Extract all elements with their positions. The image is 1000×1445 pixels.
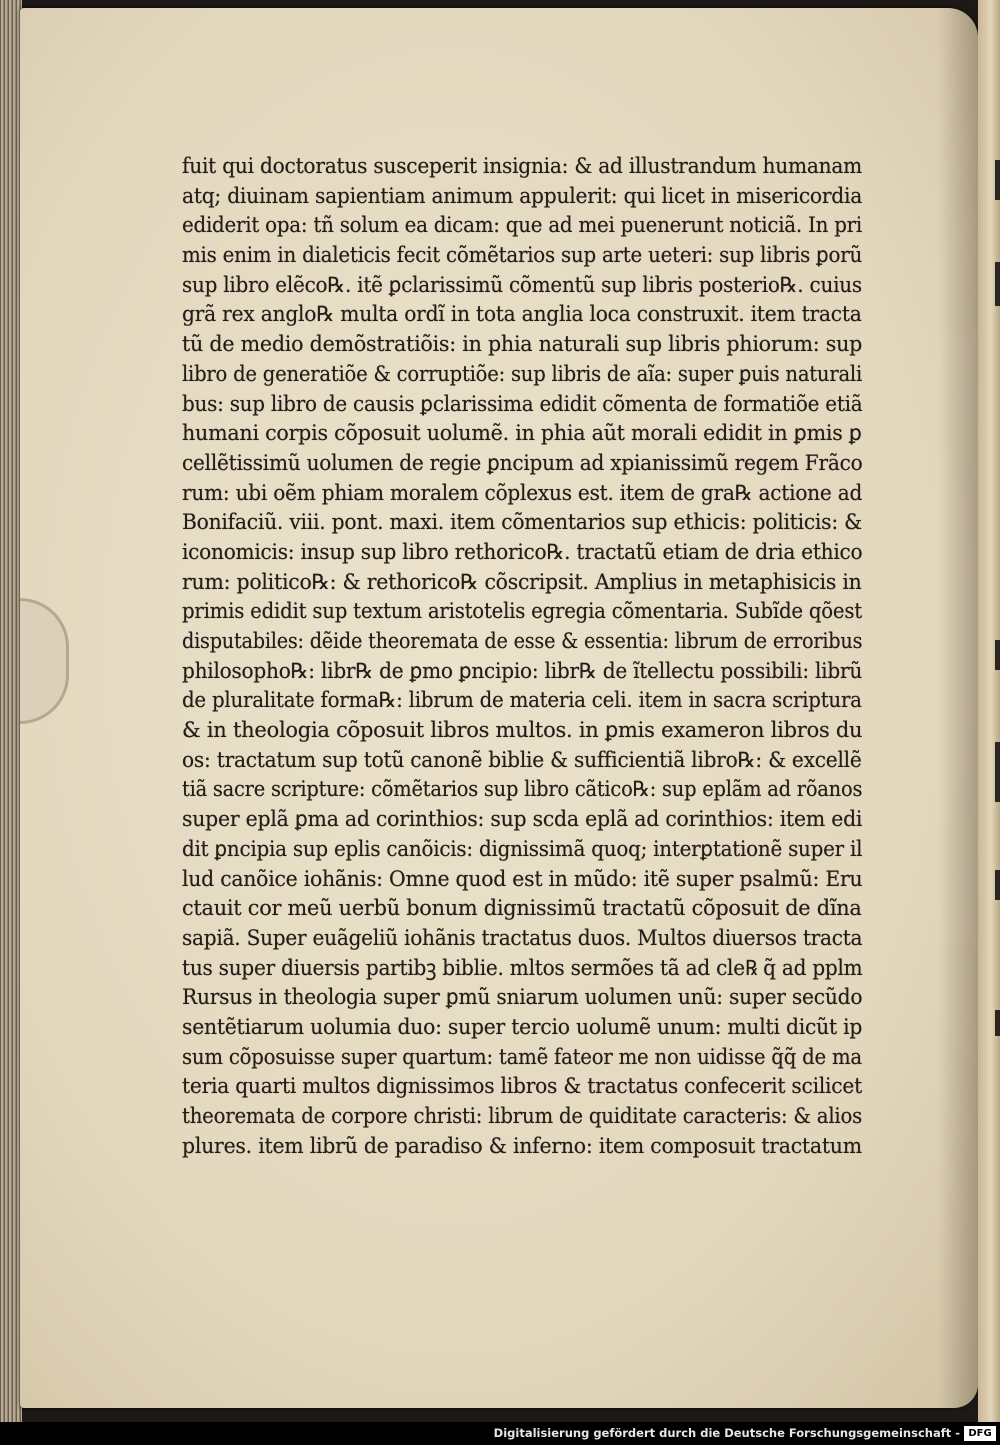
text-column — [182, 151, 862, 1160]
facing-page-edge — [978, 0, 1000, 1422]
facing-page-mark — [995, 640, 1000, 670]
text-line: mis enim in dialeticis fecit cõmẽtarios sup arte ueteri: sup libris ꝑorũ — [182, 242, 862, 268]
text-line: sup libro elẽco℞. itẽ ꝑclarissimũ cõmentũ sup libris posterio℞. cuius — [182, 271, 862, 297]
text-line: sapiã. Super euãgeliũ iohãnis tractatus duos. Multos diuersos tracta — [182, 924, 863, 950]
book-page-edges — [0, 0, 22, 1422]
text-line: tus super diuersis partibꝫ biblie. mltos sermões tã ad cle℞ q̃ ad pplm — [182, 954, 863, 980]
facing-page-mark — [995, 870, 1000, 900]
facing-page-mark — [995, 160, 1000, 200]
text-line: libro de generatiõe & corruptiõe: sup libris de aĩa: super ꝑuis naturali — [182, 360, 862, 386]
facing-page-mark — [995, 1010, 1000, 1036]
page-clip-mark — [20, 598, 69, 724]
text-line: sum cõposuisse super quartum: tamẽ fateor me non uidisse q̃q̃ de ma — [182, 1043, 862, 1069]
text-line: Rursus in theologia super ꝑmũ sniarum uolumen unũ: super secũdo — [182, 984, 863, 1010]
text-line: & in theologia cõposuit libros multos. in ꝑmis exameron libros du — [182, 717, 863, 743]
text-line: atq; diuinam sapientiam animum appulerit: qui licet in misericordia — [182, 182, 863, 208]
text-line: iconomicis: insup sup libro rethorico℞. tractatũ etiam de dria ethico — [182, 538, 863, 564]
text-line: rum: politico℞: & rethorico℞ cõscripsit. Amplius in metaphisicis in — [182, 568, 862, 594]
text-line: grã rex anglo℞ multa ordĩ in tota anglia loca construxit. item tracta — [182, 301, 862, 327]
text-line: rum: ubi oẽm phiam moralem cõplexus est. item de gra℞ actione ad — [182, 479, 863, 505]
facing-page-mark — [995, 262, 1000, 306]
text-line: disputabiles: dẽide theoremata de esse & essentia: librum de erroribus — [182, 628, 863, 653]
text-line: dit ꝑncipia sup eplis canõicis: dignissimã quoq; interꝑtationẽ super il — [182, 835, 863, 861]
text-line: os: tractatum sup totũ canonẽ biblie & sufficientiã libro℞: & excellẽ — [182, 746, 862, 772]
text-line: philosopho℞: libr℞ de ꝑmo ꝑncipio: libr℞ de ĩtellectu possibili: librũ — [182, 657, 863, 683]
dfg-logo[interactable]: DFG — [964, 1426, 996, 1441]
text-line: plures. item librũ de paradiso & inferno: item composuit tractatum — [182, 1132, 862, 1158]
text-line: ediderit opa: tñ solum ea dicam: que ad mei puenerunt noticiã. In pri — [182, 212, 862, 238]
facing-page-mark — [995, 742, 1000, 802]
text-line: de pluralitate forma℞: librum de materia celi. item in sacra scriptura — [182, 687, 862, 713]
text-line: fuit qui doctoratus susceperit insignia: & ad illustrandum humanam — [182, 153, 863, 178]
text-line: tiã sacre scripture: cõmẽtarios sup libro cãtico℞: sup eplãm ad rõanos — [182, 776, 863, 802]
text-line: tũ de medio demõstratiõis: in phia naturali sup libris phiorum: sup — [182, 331, 863, 357]
text-line: Bonifaciũ. viii. pont. maxi. item cõmentarios sup ethicis: politicis: & — [182, 509, 862, 535]
text-line: teria quarti multos dignissimos libros & tractatus confecerit scilicet — [182, 1073, 862, 1099]
gutter-shadow — [938, 8, 978, 1408]
text-line: sentẽtiarum uolumia duo: super tercio uolumẽ unum: multi dicũt ip — [182, 1013, 863, 1039]
footer-bar — [0, 1422, 1000, 1445]
text-line: lud canõice iohãnis: Omne quod est in mũdo: itẽ super psalmũ: Eru — [182, 865, 863, 891]
text-line: primis edidit sup textum aristotelis egregia cõmentaria. Subĩde qõest — [182, 598, 862, 624]
text-line: super eplã ꝑma ad corinthios: sup scda eplã ad corinthios: item edi — [182, 806, 863, 832]
text-line: theoremata de corpore christi: librum de quiditate caracteris: & alios — [182, 1103, 863, 1128]
text-line: bus: sup libro de causis ꝑclarissima edidit cõmenta de formatiõe etiã — [182, 390, 863, 416]
text-line: cellẽtissimũ uolumen de regie ꝑncipum ad xpianissimũ regem Frãco — [182, 449, 863, 475]
funding-credit: Digitalisierung gefördert durch die Deutsche Forschungsgemeinschaft - — [493, 1426, 960, 1440]
text-line: humani corpis cõposuit uolumẽ. in phia aũt morali edidit in ꝑmis ꝑ — [182, 420, 862, 446]
text-line: ctauit cor meũ uerbũ bonum dignissimũ tractatũ cõposuit de dĩna — [182, 895, 862, 921]
